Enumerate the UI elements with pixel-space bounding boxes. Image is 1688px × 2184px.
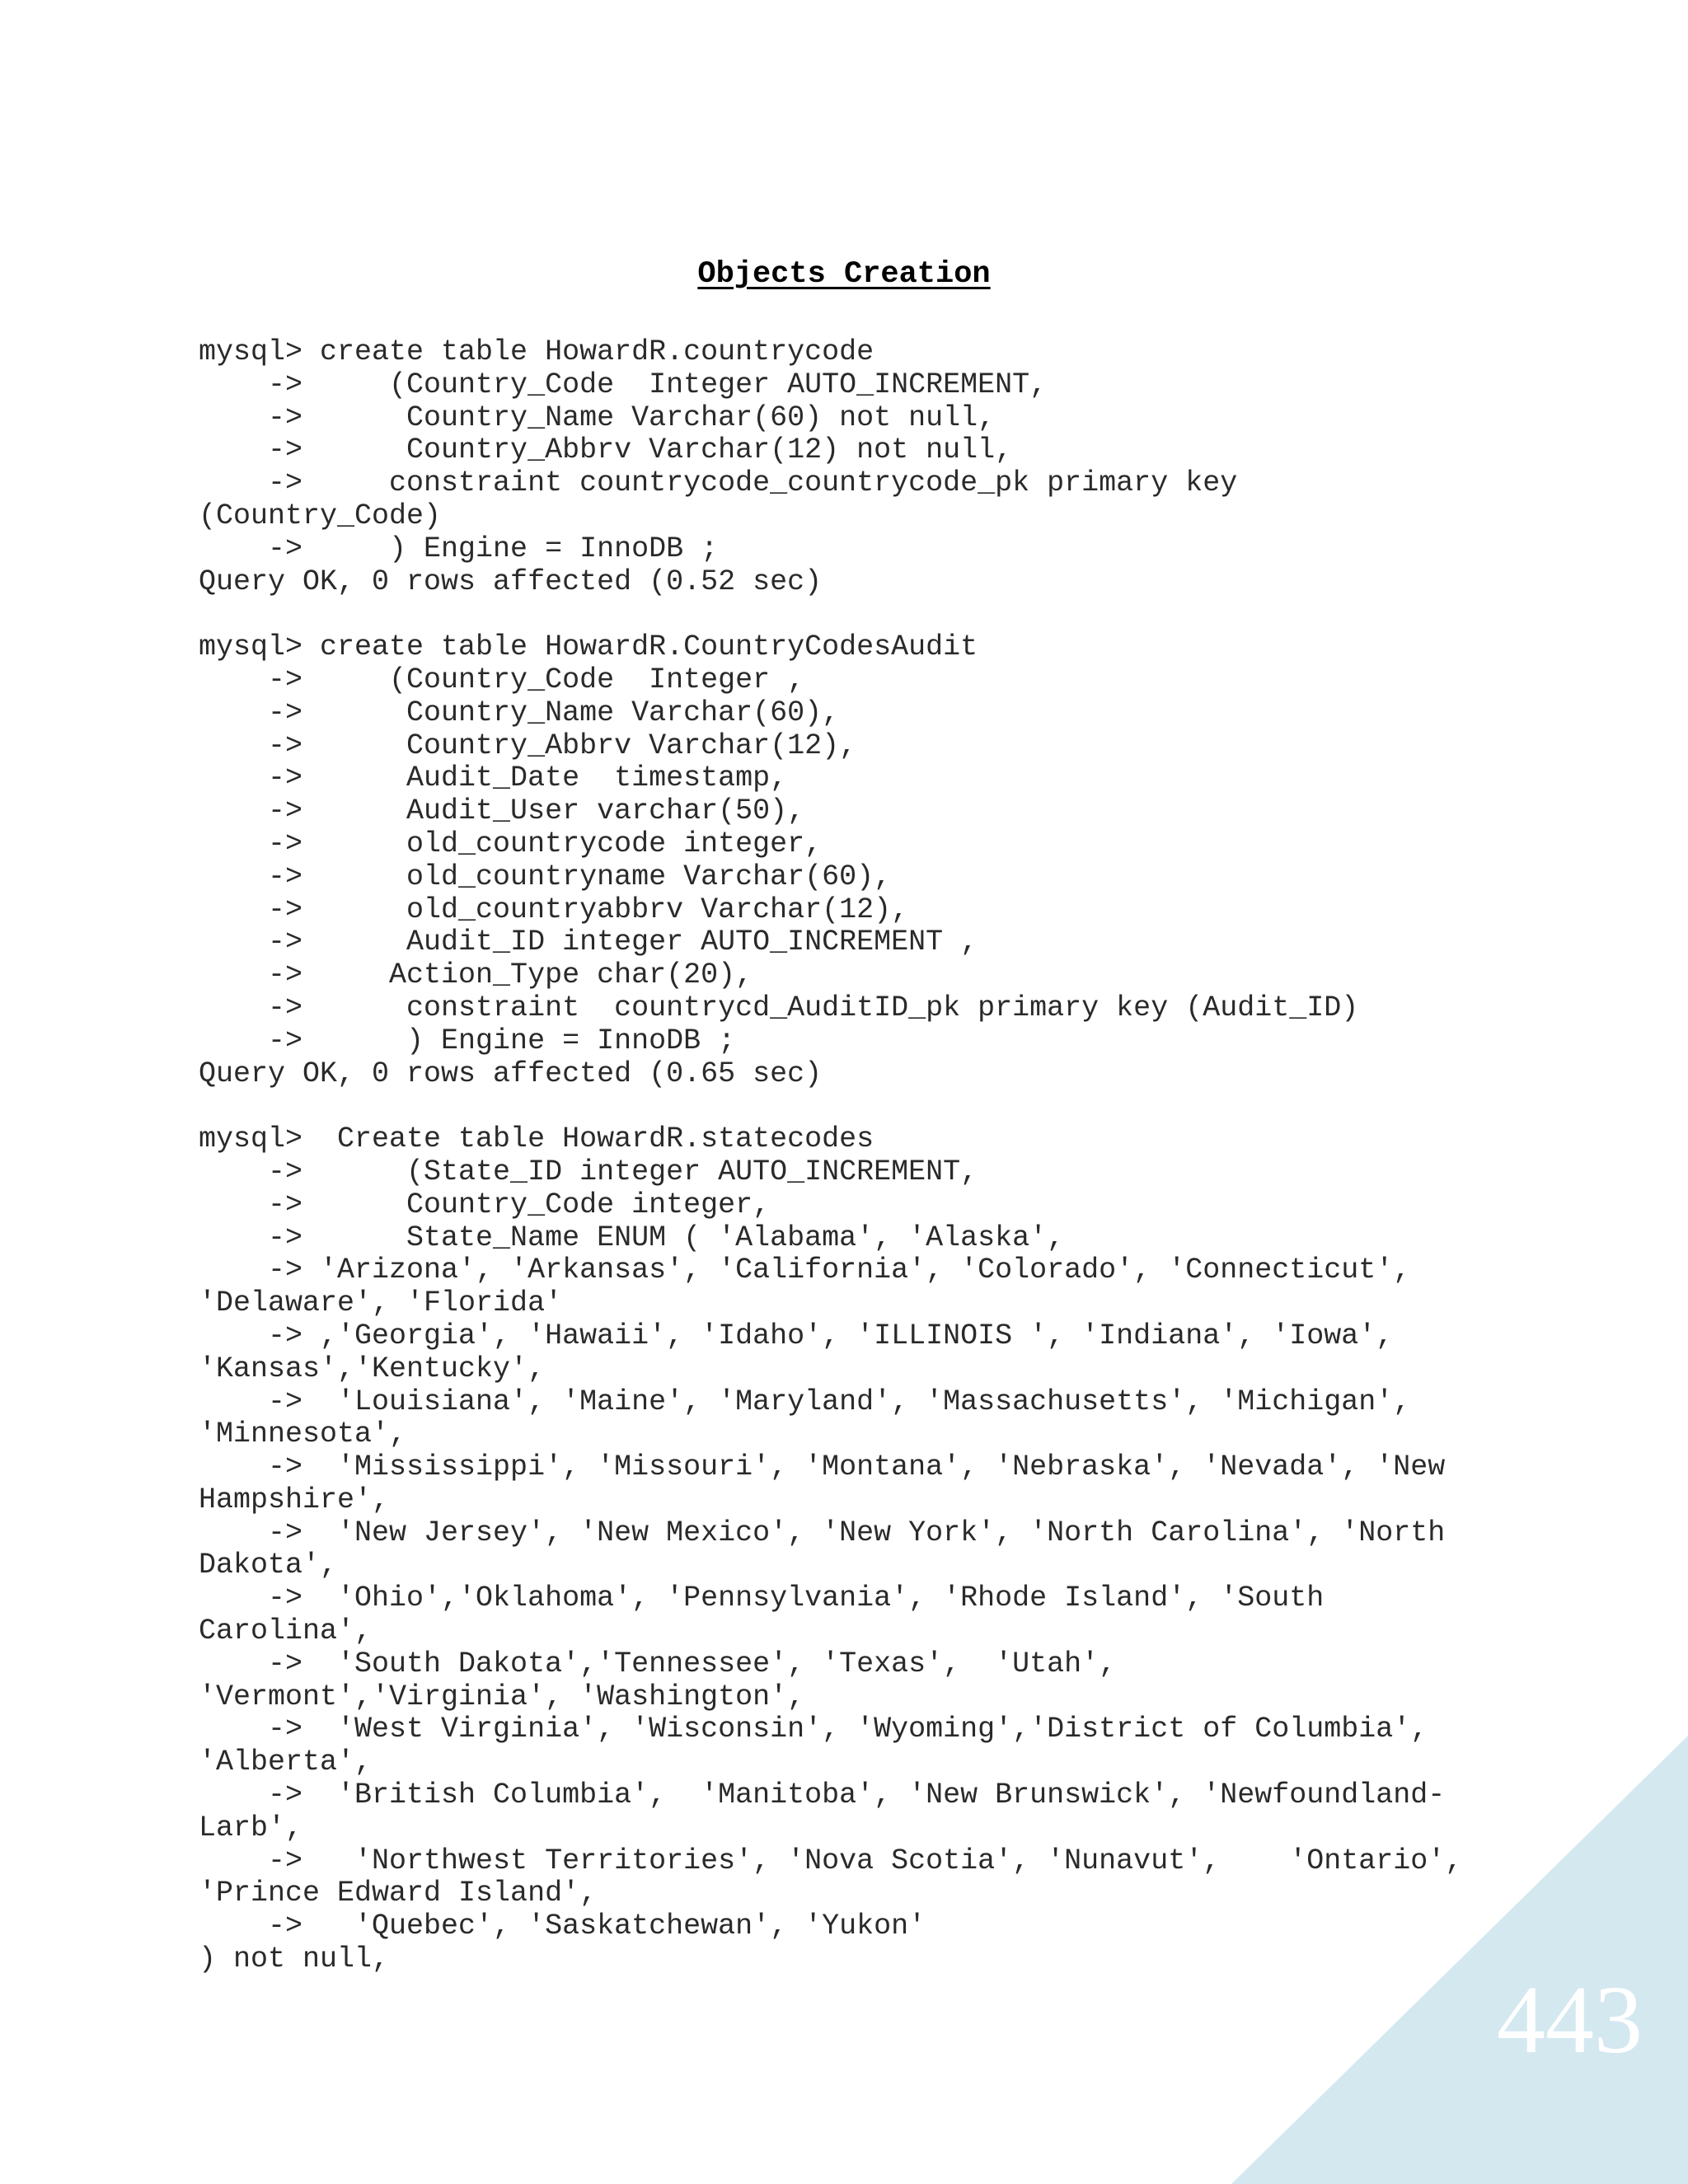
corner-triangle-shape <box>1231 1736 1688 2184</box>
code-line: -> ) Engine = InnoDB ; <box>199 532 719 565</box>
code-line: 'Alberta', <box>199 1746 373 1779</box>
code-line: (Country_Code) <box>199 499 442 532</box>
code-line: -> 'Northwest Territories', 'Nova Scotia', 'Nunavut', 'Ontario', <box>199 1844 1463 1877</box>
code-line: -> 'British Columbia', 'Manitoba', 'New Brunswick', 'Newfoundland- <box>199 1779 1446 1812</box>
code-line: -> 'Louisiana', 'Maine', 'Maryland', 'Massachusetts', 'Michigan', <box>199 1385 1411 1418</box>
code-line: -> ) Engine = InnoDB ; <box>199 1024 736 1057</box>
code-line: -> Country_Abbrv Varchar(12), <box>199 729 857 762</box>
code-line: -> Country_Code integer, <box>199 1188 771 1221</box>
code-line: Dakota', <box>199 1549 338 1582</box>
code-line: 'Minnesota', <box>199 1418 407 1451</box>
code-line: -> Country_Name Varchar(60) not null, <box>199 401 996 434</box>
code-line: -> (Country_Code Integer , <box>199 663 805 696</box>
code-line: -> old_countryabbrv Varchar(12), <box>199 893 909 926</box>
code-line: Query OK, 0 rows affected (0.65 sec) <box>199 1057 823 1090</box>
code-line: -> 'New Jersey', 'New Mexico', 'New York', 'North Carolina', 'North <box>199 1516 1446 1549</box>
code-line: -> 'South Dakota','Tennessee', 'Texas', 'Utah', <box>199 1647 1117 1680</box>
page-number: 443 <box>1497 1966 1643 2074</box>
code-line: 'Delaware', 'Florida' <box>199 1286 563 1320</box>
code-line: Query OK, 0 rows affected (0.52 sec) <box>199 565 823 598</box>
code-line: -> (Country_Code Integer AUTO_INCREMENT, <box>199 368 1048 401</box>
code-line: -> (State_ID integer AUTO_INCREMENT, <box>199 1155 978 1188</box>
code-line: -> 'Quebec', 'Saskatchewan', 'Yukon' <box>199 1910 926 1943</box>
code-line: Larb', <box>199 1811 303 1844</box>
code-line: -> Country_Name Varchar(60), <box>199 696 840 729</box>
code-line: Hampshire', <box>199 1483 390 1516</box>
code-line: -> State_Name ENUM ( 'Alabama', 'Alaska', <box>199 1221 1065 1254</box>
code-line: -> 'West Virginia', 'Wisconsin', 'Wyoming','District of Columbia', <box>199 1713 1428 1746</box>
code-line: -> Audit_User varchar(50), <box>199 794 805 828</box>
code-line: -> Action_Type char(20), <box>199 958 753 992</box>
code-line: -> Audit_Date timestamp, <box>199 762 788 795</box>
code-line: Carolina', <box>199 1615 373 1648</box>
code-line: -> Audit_ID integer AUTO_INCREMENT , <box>199 926 978 959</box>
code-line: 'Vermont','Virginia', 'Washington', <box>199 1680 805 1713</box>
code-line: -> old_countrycode integer, <box>199 827 823 860</box>
code-line: mysql> create table HowardR.countrycode <box>199 335 874 368</box>
code-line: -> ,'Georgia', 'Hawaii', 'Idaho', 'ILLINOIS ', 'Indiana', 'Iowa', <box>199 1319 1394 1352</box>
code-line: -> 'Mississippi', 'Missouri', 'Montana', 'Nebraska', 'Nevada', 'New <box>199 1451 1446 1484</box>
code-line: -> constraint countrycode_countrycode_pk primary key <box>199 466 1238 500</box>
code-line: -> 'Arizona', 'Arkansas', 'California', 'Colorado', 'Connecticut', <box>199 1254 1411 1287</box>
code-line: mysql> create table HowardR.CountryCodesAudit <box>199 630 978 664</box>
page-title-text: Objects Creation <box>697 257 991 292</box>
code-line: -> old_countryname Varchar(60), <box>199 860 892 893</box>
code-line: -> Country_Abbrv Varchar(12) not null, <box>199 434 1013 467</box>
code-line: 'Kansas','Kentucky', <box>199 1352 546 1385</box>
code-line: -> 'Ohio','Oklahoma', 'Pennsylvania', 'Rhode Island', 'South <box>199 1582 1325 1615</box>
code-line: ) not null, <box>199 1943 390 1976</box>
code-line: mysql> Create table HowardR.statecodes <box>199 1122 874 1156</box>
code-line: -> constraint countrycd_AuditID_pk primary key (Audit_ID) <box>199 991 1359 1024</box>
code-line: 'Prince Edward Island', <box>199 1877 598 1910</box>
